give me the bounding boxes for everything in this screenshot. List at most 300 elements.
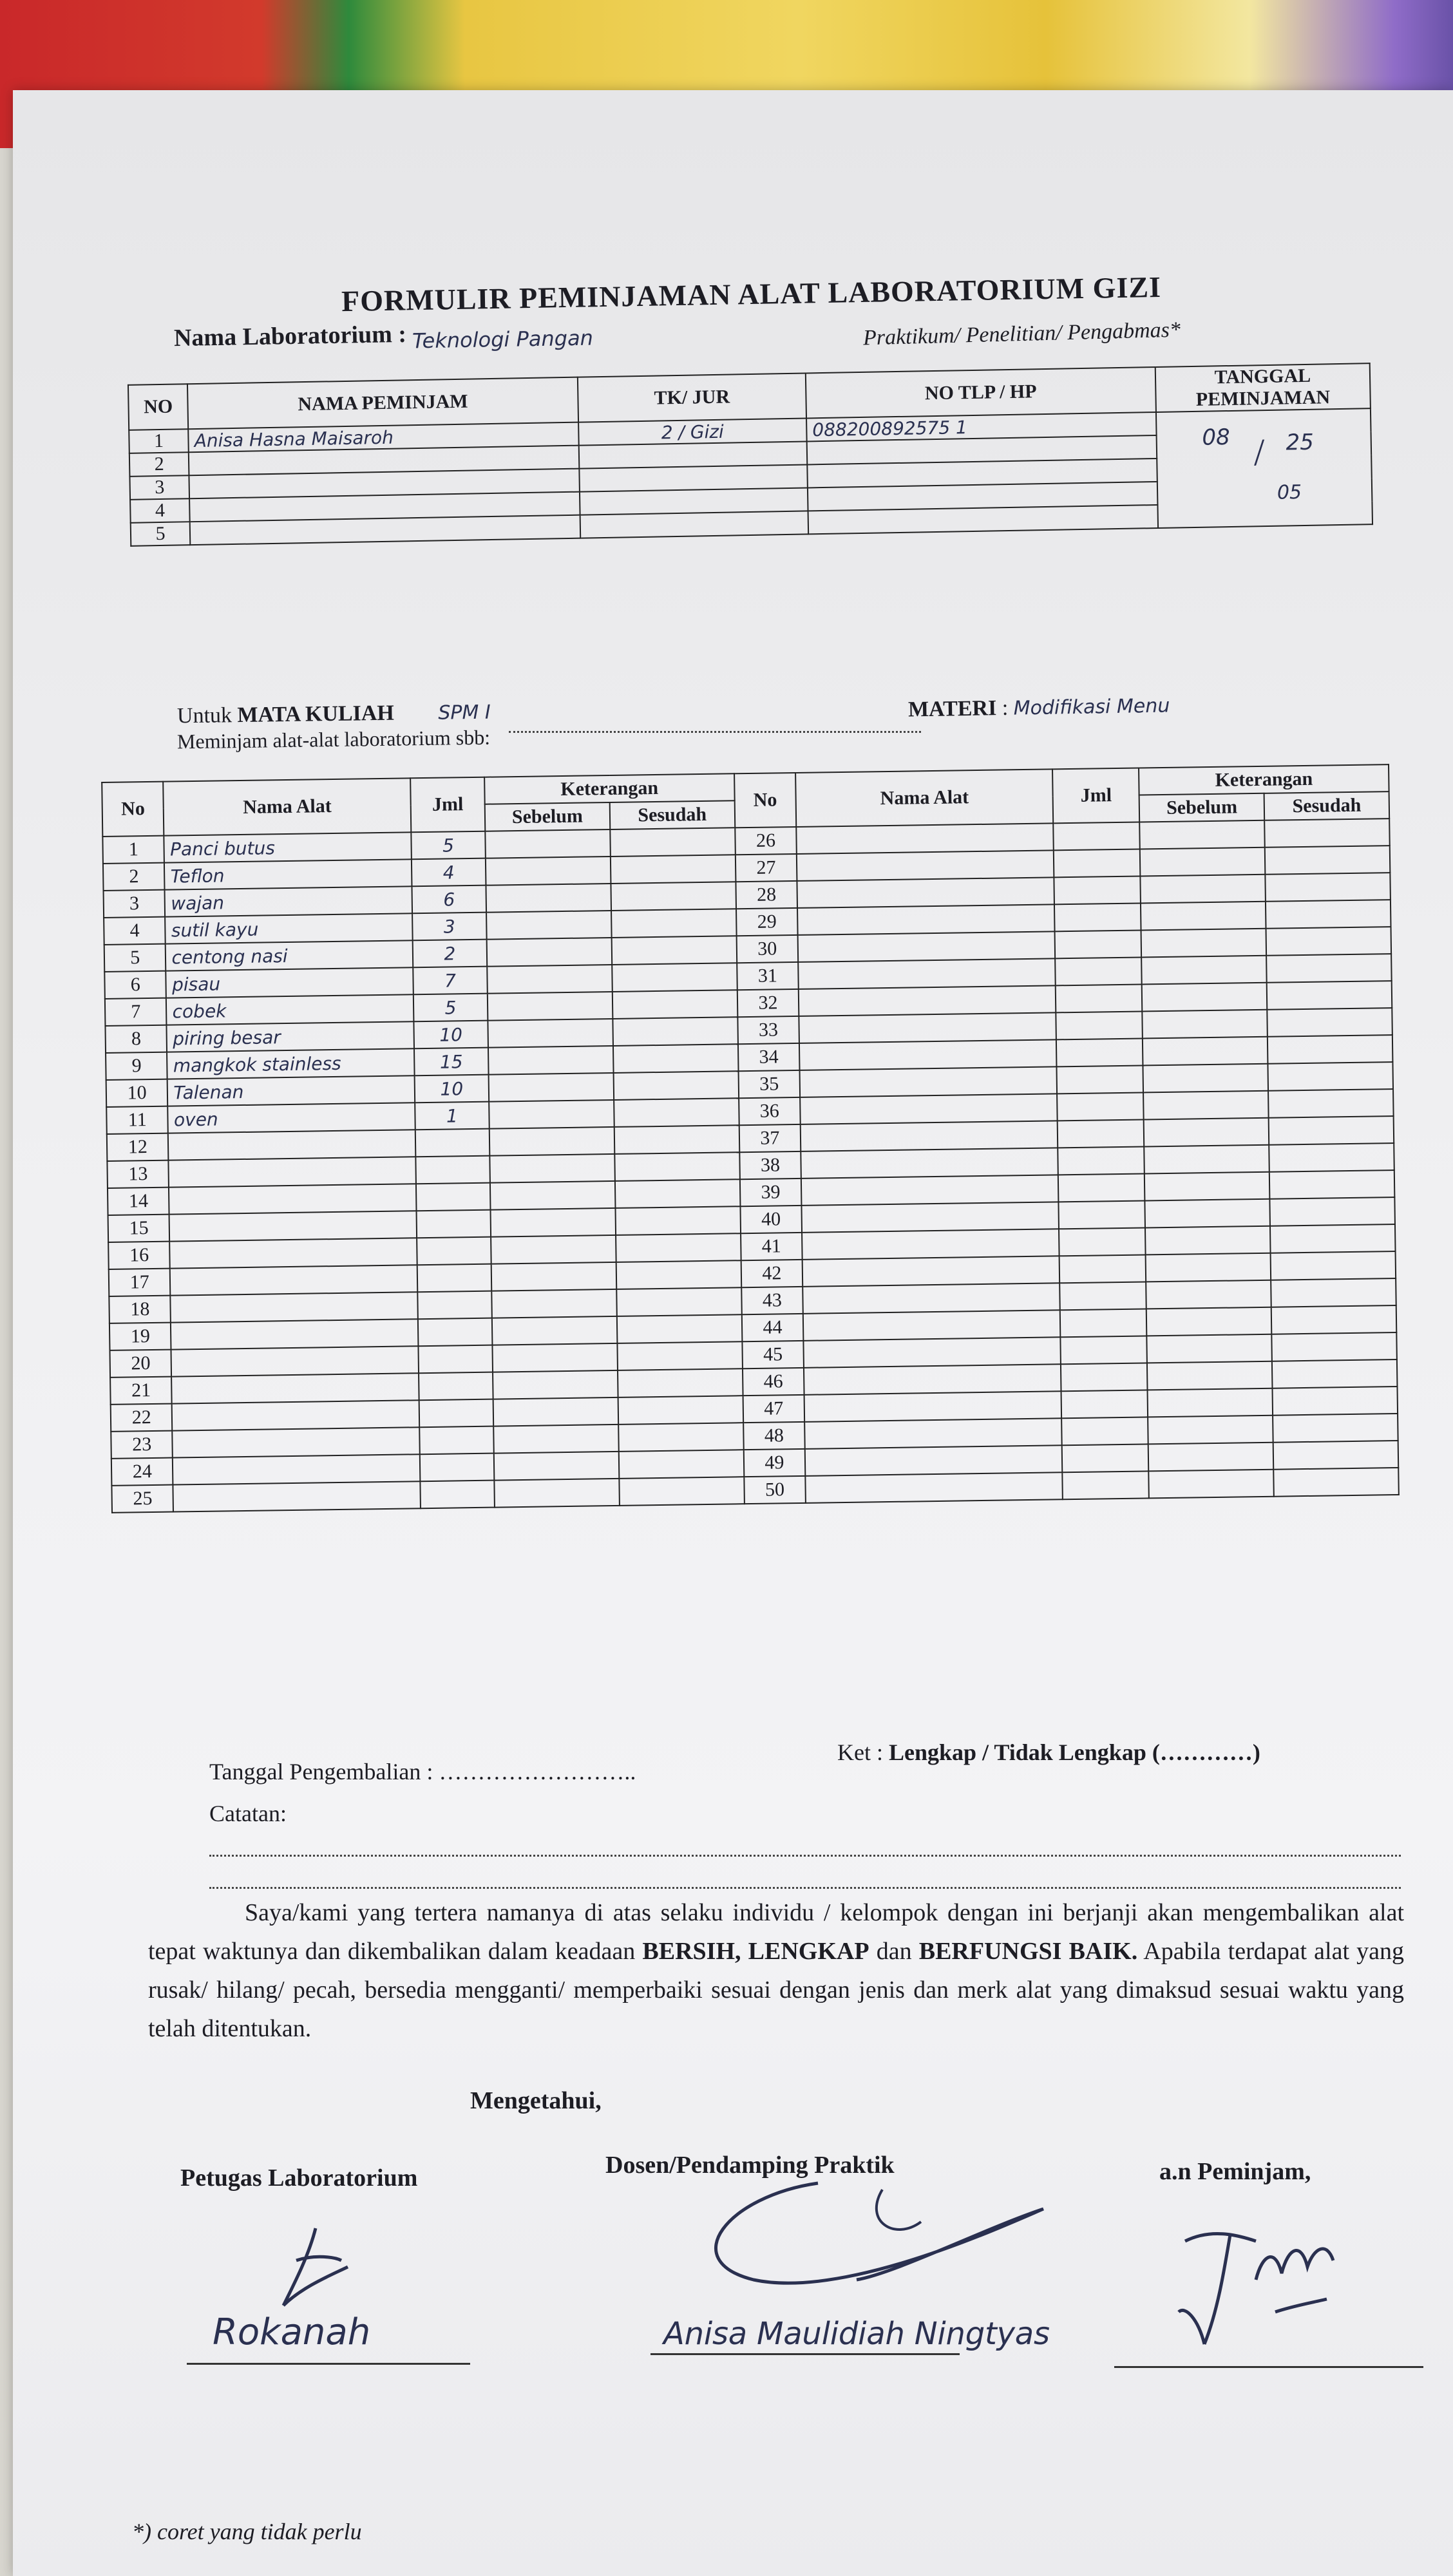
notes-label: Catatan:	[209, 1801, 287, 1826]
item-before-right	[1141, 875, 1266, 904]
item-after	[619, 1450, 744, 1479]
item-no: 19	[109, 1323, 171, 1350]
item-after	[613, 990, 737, 1019]
item-name	[170, 1265, 417, 1295]
return-date-label: Tanggal Pengembalian : ……………………..	[209, 1759, 636, 1785]
item-name-right	[798, 958, 1056, 989]
item-qty: 5	[411, 831, 486, 860]
item-before	[486, 911, 612, 940]
col-borrower-name: NAMA PEMINJAM	[187, 377, 578, 430]
item-before	[493, 1425, 619, 1454]
item-before-right	[1146, 1253, 1271, 1282]
statement-part-1: Saya/kami yang tertera namanya di atas selaku individu / kelompok dengan ini berjanji akan mengembalikan alat tepat waktunya dan dikembalikan dalam keadaan	[148, 1899, 1404, 1965]
col-name-left: Nama Alat	[164, 778, 412, 835]
item-after-right	[1273, 1468, 1398, 1497]
item-before-right	[1143, 1010, 1268, 1039]
item-name-right	[797, 877, 1055, 908]
item-name-right	[799, 1012, 1056, 1043]
item-before-right	[1147, 1334, 1273, 1363]
item-qty	[416, 1183, 491, 1211]
item-no: 22	[111, 1404, 173, 1432]
item-before	[492, 1343, 618, 1372]
course-label-prefix: Untuk	[176, 703, 233, 728]
item-name: Talenan	[167, 1075, 415, 1106]
item-name-right	[802, 1283, 1060, 1314]
item-qty	[417, 1264, 492, 1293]
item-name	[169, 1184, 416, 1214]
item-name: Panci butus	[164, 832, 412, 862]
purpose-options: Praktikum/ Penelitian/ Pengabmas*	[862, 317, 1181, 350]
item-name	[169, 1157, 416, 1187]
item-qty: 3	[412, 913, 487, 941]
item-name-right	[802, 1202, 1059, 1233]
col-level-major: TK/ JUR	[578, 373, 806, 422]
known-label: Mengetahui,	[470, 2087, 602, 2114]
item-name	[172, 1373, 419, 1403]
lecturer-sign-line	[651, 2351, 960, 2355]
col-after-left: Sesudah	[610, 800, 735, 829]
item-after	[613, 1044, 738, 1073]
borrower-phone: 088200892575 1	[806, 412, 1156, 441]
item-before-right	[1149, 1470, 1275, 1499]
date-slash-icon: /	[1253, 431, 1266, 474]
item-after	[616, 1260, 741, 1289]
item-no-right: 29	[736, 908, 798, 936]
statement-paragraph	[148, 1893, 1404, 2048]
item-qty-right	[1061, 1390, 1148, 1418]
lab-value: Teknologi Pangan	[412, 325, 594, 354]
item-no-right: 32	[737, 989, 799, 1017]
item-before	[488, 992, 613, 1021]
item-no-right: 30	[736, 935, 798, 963]
officer-label: Petugas Laboratorium	[180, 2164, 418, 2192]
col-before-right: Sebelum	[1139, 793, 1265, 822]
borrower-level: 2 / Gizi	[578, 418, 807, 445]
item-no-right: 40	[740, 1206, 802, 1233]
item-no: 23	[111, 1431, 173, 1459]
item-no-right: 36	[739, 1097, 801, 1125]
item-before-right	[1148, 1388, 1273, 1417]
item-no-right: 31	[737, 962, 799, 990]
item-no: 3	[104, 890, 166, 918]
item-qty-right	[1062, 1417, 1148, 1445]
item-after	[614, 1152, 739, 1181]
item-no-right: 43	[741, 1287, 803, 1314]
date-day: 08	[1202, 424, 1231, 451]
return-status	[837, 1739, 1260, 1766]
item-no-right: 42	[741, 1260, 802, 1287]
item-no-right: 34	[738, 1043, 800, 1071]
item-after-right	[1272, 1359, 1397, 1388]
item-after	[611, 855, 736, 884]
item-before-right	[1148, 1416, 1273, 1444]
item-name-right	[804, 1364, 1061, 1395]
item-no-right: 45	[742, 1341, 804, 1368]
item-name	[171, 1319, 418, 1349]
item-qty-right	[1054, 904, 1141, 932]
course-value: SPM I	[438, 701, 491, 724]
item-no: 24	[111, 1458, 173, 1486]
item-name-right	[804, 1418, 1062, 1449]
item-no: 8	[105, 1025, 167, 1053]
item-qty: 10	[415, 1075, 489, 1103]
item-before-right	[1141, 956, 1267, 985]
item-qty: 10	[413, 1021, 488, 1049]
item-before-right	[1141, 902, 1266, 931]
row-no: 2	[129, 452, 189, 477]
item-qty-right	[1061, 1363, 1147, 1391]
item-after	[614, 1125, 739, 1154]
item-name-right	[805, 1445, 1063, 1476]
item-name	[170, 1238, 417, 1268]
item-qty	[419, 1372, 493, 1401]
item-no: 1	[102, 836, 164, 864]
col-no-left: No	[102, 782, 164, 837]
item-name: mangkok stainless	[167, 1048, 415, 1079]
item-before-right	[1145, 1199, 1271, 1228]
item-before	[485, 829, 611, 858]
item-before-right	[1148, 1443, 1274, 1472]
item-no-right: 37	[739, 1124, 801, 1152]
item-before-right	[1146, 1307, 1272, 1336]
item-after	[612, 936, 737, 965]
course-label-text: MATA KULIAH	[237, 701, 395, 728]
item-no: 16	[108, 1242, 170, 1269]
item-qty-right	[1057, 1065, 1143, 1094]
item-after	[614, 1098, 739, 1127]
item-name: centong nasi	[166, 940, 413, 971]
statement-part-3: Apabila terdapat alat yang rusak/ hilang/ pecah, bersedia mengganti/ memperbaiki sesuai dengan jenis dan merk alat yang dimaksud sesuai waktu yang telah ditentukan.	[148, 1938, 1405, 2042]
item-qty: 2	[413, 940, 488, 968]
borrower-name: Anisa Hasna Maisaroh	[188, 422, 578, 453]
date-year: 25	[1286, 429, 1315, 456]
item-after-right	[1268, 1089, 1393, 1118]
item-after-right	[1266, 927, 1391, 956]
lecturer-label: Dosen/Pendamping Praktik	[605, 2152, 895, 2179]
item-before	[491, 1235, 616, 1264]
item-no: 15	[108, 1215, 170, 1242]
col-ket-right: Keterangan	[1139, 764, 1389, 795]
form-title: FORMULIR PEMINJAMAN ALAT LABORATORIUM GIZI	[341, 270, 1162, 318]
return-ket-value: Lengkap / Tidak Lengkap (…………)	[888, 1739, 1260, 1765]
course-dotted-line	[509, 724, 921, 733]
item-qty-right	[1058, 1173, 1144, 1202]
item-no-right: 26	[735, 827, 797, 855]
col-no-right: No	[734, 773, 797, 828]
item-qty-right	[1055, 930, 1141, 958]
item-qty-right	[1054, 822, 1140, 851]
item-after-right	[1265, 846, 1390, 875]
item-qty	[419, 1399, 494, 1428]
item-after-right	[1268, 1035, 1392, 1064]
item-after-right	[1270, 1197, 1395, 1226]
date-month: 05	[1277, 481, 1302, 504]
item-before-right	[1143, 1064, 1269, 1093]
item-qty	[417, 1237, 491, 1265]
item-name: Teflon	[164, 859, 412, 889]
item-qty	[415, 1156, 490, 1184]
item-qty-right	[1056, 1038, 1143, 1066]
item-before	[494, 1479, 620, 1508]
item-no-right: 35	[738, 1070, 800, 1098]
col-ket-left: Keterangan	[484, 773, 734, 804]
item-no: 4	[104, 917, 166, 945]
item-after	[611, 909, 736, 938]
item-before	[490, 1181, 616, 1210]
statement-bold-2: BERFUNGSI BAIK.	[918, 1938, 1138, 1965]
item-after	[611, 882, 736, 911]
item-after-right	[1266, 873, 1391, 902]
item-after	[610, 828, 735, 857]
item-name-right	[802, 1256, 1060, 1287]
item-after-right	[1266, 954, 1391, 983]
item-name: wajan	[165, 886, 412, 916]
item-no: 10	[106, 1079, 168, 1107]
item-after	[619, 1477, 744, 1506]
item-qty	[420, 1454, 495, 1482]
item-qty	[416, 1210, 491, 1238]
item-no-right: 46	[743, 1368, 804, 1396]
item-no: 20	[109, 1350, 171, 1378]
col-name-right: Nama Alat	[795, 769, 1053, 827]
item-after-right	[1270, 1224, 1395, 1253]
item-before-right	[1143, 1037, 1268, 1066]
item-name-right	[804, 1337, 1061, 1368]
item-name: cobek	[166, 994, 413, 1025]
item-after	[613, 1017, 737, 1046]
item-name	[171, 1346, 419, 1376]
item-before	[493, 1397, 619, 1426]
item-name	[171, 1292, 418, 1322]
item-before	[490, 1208, 616, 1237]
item-qty-right	[1056, 957, 1142, 985]
item-after-right	[1271, 1278, 1396, 1307]
item-after-right	[1264, 819, 1389, 848]
item-before	[492, 1316, 618, 1345]
item-qty: 1	[415, 1102, 489, 1130]
borrow-text: Meminjam alat-alat laboratorium sbb:	[176, 725, 491, 753]
col-before-left: Sebelum	[485, 802, 611, 831]
item-no: 9	[106, 1052, 167, 1080]
item-before-right	[1140, 848, 1266, 876]
item-name-right	[802, 1229, 1059, 1260]
item-after-right	[1268, 1062, 1393, 1091]
item-no-right: 41	[741, 1233, 802, 1260]
item-name	[173, 1454, 420, 1484]
item-after-right	[1271, 1251, 1396, 1280]
item-no-right: 48	[743, 1422, 805, 1450]
item-after-right	[1272, 1332, 1397, 1361]
item-after-right	[1266, 900, 1391, 929]
item-qty-right	[1060, 1282, 1146, 1310]
item-before-right	[1139, 820, 1265, 849]
item-name-right	[799, 1039, 1057, 1070]
item-name-right	[805, 1472, 1063, 1503]
col-phone: NO TLP / HP	[806, 367, 1156, 418]
item-qty-right	[1054, 849, 1140, 878]
borrower-table	[128, 363, 1373, 547]
item-after-right	[1271, 1305, 1396, 1334]
item-no: 21	[110, 1377, 172, 1405]
materi-label: MATERI : Modifikasi Menu	[907, 694, 1170, 722]
item-no-right: 28	[736, 881, 797, 909]
item-before-right	[1144, 1172, 1270, 1201]
return-ket-label: Ket :	[837, 1739, 883, 1765]
item-qty: 7	[413, 967, 488, 995]
item-after	[617, 1341, 742, 1370]
item-after	[612, 963, 737, 992]
item-before-right	[1144, 1145, 1269, 1174]
item-qty-right	[1059, 1200, 1145, 1229]
item-name-right	[801, 1175, 1059, 1206]
item-before	[493, 1370, 618, 1399]
row-no: 1	[129, 429, 189, 453]
officer-sign-line	[187, 2360, 470, 2365]
item-before	[488, 1019, 613, 1048]
item-name-right	[800, 1094, 1058, 1124]
item-after	[615, 1179, 740, 1208]
row-no: 3	[129, 475, 189, 500]
item-name	[169, 1211, 417, 1241]
item-no-right: 47	[743, 1395, 804, 1423]
item-no: 13	[107, 1160, 169, 1188]
item-no: 5	[104, 944, 166, 972]
item-after-right	[1267, 1008, 1392, 1037]
item-name	[173, 1481, 421, 1511]
item-qty: 4	[412, 858, 486, 887]
item-qty	[420, 1481, 495, 1509]
item-name-right	[796, 823, 1054, 854]
course-label	[177, 700, 491, 729]
item-name	[168, 1130, 415, 1160]
item-after	[618, 1396, 743, 1425]
col-qty-right: Jml	[1052, 768, 1139, 824]
item-name	[172, 1400, 419, 1430]
item-after-right	[1273, 1387, 1398, 1416]
item-qty-right	[1059, 1255, 1146, 1283]
item-no: 18	[109, 1296, 171, 1323]
item-qty-right	[1058, 1119, 1144, 1148]
item-no: 6	[104, 971, 166, 999]
item-qty-right	[1056, 1011, 1143, 1039]
item-qty	[419, 1426, 494, 1455]
item-after-right	[1273, 1441, 1398, 1470]
item-no: 17	[109, 1269, 171, 1296]
item-name-right	[803, 1310, 1061, 1341]
item-before	[494, 1452, 620, 1481]
item-no-right: 38	[739, 1151, 801, 1179]
items-table	[101, 764, 1400, 1513]
item-qty: 6	[412, 886, 486, 914]
notes-line-1	[209, 1848, 1401, 1857]
materi-label-text: MATERI	[907, 696, 997, 722]
item-qty-right	[1061, 1336, 1147, 1364]
item-after	[615, 1206, 740, 1235]
item-qty-right	[1059, 1227, 1145, 1256]
item-name: pisau	[166, 967, 413, 998]
item-before	[488, 1046, 614, 1075]
item-name	[173, 1427, 420, 1457]
officer-signature-name: Rokanah	[213, 2311, 371, 2353]
item-no-right: 27	[736, 854, 797, 882]
borrower-signature-icon	[1159, 2215, 1404, 2363]
item-before-right	[1142, 983, 1268, 1012]
item-qty-right	[1063, 1471, 1149, 1499]
item-before	[486, 857, 611, 886]
item-before-right	[1141, 929, 1267, 958]
item-name-right	[801, 1121, 1058, 1151]
item-before	[491, 1289, 617, 1318]
item-before	[487, 965, 613, 994]
item-after	[617, 1314, 742, 1343]
item-name-right	[801, 1148, 1058, 1179]
item-before	[489, 1073, 614, 1102]
item-no: 25	[111, 1485, 173, 1513]
item-name: sutil kayu	[166, 913, 413, 943]
item-name-right	[800, 1066, 1058, 1097]
item-qty	[418, 1318, 493, 1347]
col-after-right: Sesudah	[1264, 791, 1389, 820]
col-loan-date: TANGGAL PEMINJAMAN	[1155, 363, 1370, 412]
item-name-right	[797, 850, 1054, 881]
item-before-right	[1145, 1226, 1271, 1255]
loan-date-cell	[1156, 408, 1372, 528]
item-no: 11	[106, 1106, 168, 1134]
item-name-right	[798, 931, 1056, 962]
item-before-right	[1143, 1091, 1269, 1120]
item-name-right	[804, 1391, 1062, 1422]
item-after-right	[1267, 981, 1392, 1010]
paper-form	[13, 90, 1453, 2576]
item-after-right	[1269, 1116, 1394, 1145]
statement-bold-1: BERSIH, LENGKAP	[642, 1938, 869, 1965]
item-before	[489, 1127, 615, 1156]
item-after	[616, 1287, 741, 1316]
item-no-right: 33	[737, 1016, 799, 1044]
item-before	[489, 1100, 614, 1129]
item-after	[613, 1071, 738, 1100]
item-before-right	[1146, 1280, 1271, 1309]
item-qty: 15	[414, 1048, 489, 1076]
item-no-right: 44	[741, 1314, 803, 1341]
row-no: 5	[131, 522, 191, 546]
col-qty-left: Jml	[410, 777, 485, 833]
item-before	[489, 1154, 615, 1183]
item-before	[491, 1262, 617, 1291]
item-before	[487, 938, 613, 967]
item-name-right	[799, 985, 1056, 1016]
notes-line-2	[209, 1880, 1401, 1889]
item-no-right: 49	[743, 1449, 805, 1477]
item-qty-right	[1058, 1146, 1144, 1175]
item-before-right	[1144, 1118, 1269, 1147]
item-qty	[415, 1129, 490, 1157]
item-no: 7	[105, 998, 167, 1026]
officer-signature-icon	[187, 2215, 496, 2363]
item-no: 12	[107, 1133, 169, 1161]
item-qty	[418, 1345, 493, 1374]
item-after	[618, 1423, 743, 1452]
item-no: 14	[108, 1188, 169, 1215]
item-qty-right	[1057, 1092, 1143, 1121]
item-qty-right	[1056, 984, 1142, 1012]
item-no-right: 39	[740, 1179, 802, 1206]
lecturer-signature-name: Anisa Maulidiah Ningtyas	[663, 2316, 1050, 2352]
item-qty	[417, 1291, 492, 1320]
materi-value: Modifikasi Menu	[1013, 694, 1170, 720]
lecturer-signature-icon	[651, 2170, 1076, 2363]
item-after-right	[1269, 1143, 1394, 1172]
